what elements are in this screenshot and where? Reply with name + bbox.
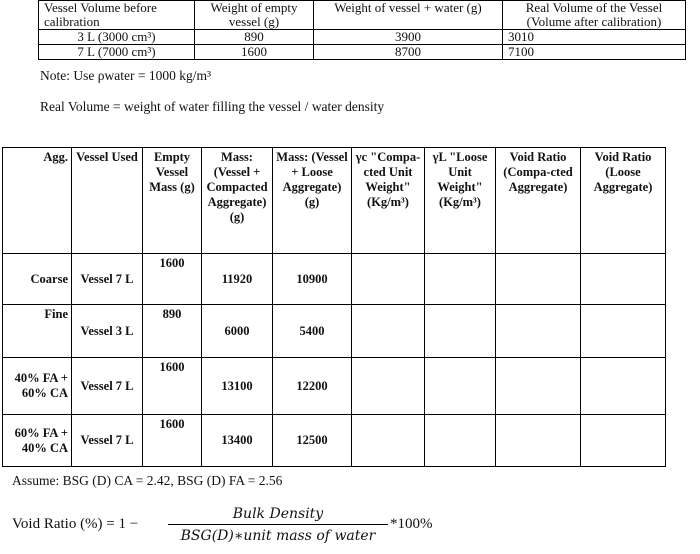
aggregate-type: 40% FA + 60% CA	[3, 358, 72, 415]
header-cell: Empty Vessel Mass (g)	[143, 148, 202, 254]
empty-vessel-mass: 1600	[143, 254, 202, 305]
empty-vessel-mass: 890	[143, 305, 202, 358]
calibration-cell: 8700	[314, 45, 503, 60]
loose-unit-weight-cell[interactable]	[425, 254, 496, 305]
empty-vessel-mass: 1600	[143, 358, 202, 415]
calibration-cell: 7 L (7000 cm³)	[39, 45, 195, 60]
vessel-used: Vessel 3 L	[72, 305, 143, 358]
table-row	[3, 358, 666, 415]
calibration-cell: 7100	[503, 45, 686, 60]
header-cell: γL "Loose Unit Weight" (Kg/m³)	[425, 148, 496, 254]
calibration-header-cell: Real Volume of the Vessel (Volume after calibration)	[503, 1, 686, 30]
table-row	[3, 305, 666, 358]
calibration-cell: 3900	[314, 30, 503, 45]
calibration-table	[38, 0, 686, 60]
empty-vessel-mass: 1600	[143, 415, 202, 467]
loose-unit-weight-cell[interactable]	[425, 415, 496, 467]
table-row	[39, 45, 686, 60]
void-ratio-compacted-cell[interactable]	[496, 305, 581, 358]
void-ratio-loose-cell[interactable]	[581, 254, 666, 305]
compacted-mass: 11920	[202, 254, 273, 305]
loose-mass: 12500	[273, 415, 352, 467]
compacted-mass: 6000	[202, 305, 273, 358]
aggregate-type: Fine	[3, 305, 72, 358]
loose-mass: 12200	[273, 358, 352, 415]
calibration-cell: 3 L (3000 cm³)	[39, 30, 195, 45]
formula-denominator: BSG(D)∗unit mass of water	[180, 528, 376, 544]
calibration-header-cell: Weight of vessel + water (g)	[314, 1, 503, 30]
header-cell: Mass: (Vessel + Compacted Aggregate) (g)	[202, 148, 273, 254]
header-cell: Agg.	[3, 148, 72, 254]
formula-numerator: Bulk Density	[232, 506, 324, 522]
compacted-unit-weight-cell[interactable]	[352, 358, 425, 415]
compacted-unit-weight-cell[interactable]	[352, 254, 425, 305]
void-ratio-compacted-cell[interactable]	[496, 254, 581, 305]
void-ratio-compacted-cell[interactable]	[496, 415, 581, 467]
calibration-header-cell: Weight of empty vessel (g)	[195, 1, 314, 30]
vessel-used: Vessel 7 L	[72, 415, 143, 467]
void-ratio-formula	[12, 506, 452, 550]
table-row	[3, 415, 666, 467]
compacted-mass: 13100	[202, 358, 273, 415]
void-ratio-loose-cell[interactable]	[581, 358, 666, 415]
compacted-unit-weight-cell[interactable]	[352, 415, 425, 467]
header-cell: Mass: (Vessel + Loose Aggregate) (g)	[273, 148, 352, 254]
aggregate-type: 60% FA + 40% CA	[3, 415, 72, 467]
void-ratio-loose-cell[interactable]	[581, 305, 666, 358]
vessel-used: Vessel 7 L	[72, 254, 143, 305]
calibration-cell: 3010	[503, 30, 686, 45]
calibration-header-row	[39, 1, 686, 30]
water-density-note: Note: Use ρwater = 1000 kg/m³	[40, 68, 211, 83]
formula-rhs: *100%	[390, 516, 433, 532]
formula-lhs: Void Ratio (%) = 1 −	[12, 516, 139, 532]
table-row	[3, 254, 666, 305]
compacted-unit-weight-cell[interactable]	[352, 305, 425, 358]
header-cell: Vessel Used	[72, 148, 143, 254]
calibration-header-cell: Vessel Volume before calibration	[39, 1, 195, 30]
bsg-assumption: Assume: BSG (D) CA = 2.42, BSG (D) FA = 2.56	[12, 473, 283, 488]
loose-unit-weight-cell[interactable]	[425, 358, 496, 415]
vessel-used: Vessel 7 L	[72, 358, 143, 415]
loose-mass: 5400	[273, 305, 352, 358]
real-volume-definition: Real Volume = weight of water filling the vessel / water density	[40, 99, 385, 114]
aggregate-type: Coarse	[3, 254, 72, 305]
calibration-cell: 890	[195, 30, 314, 45]
header-cell: γc "Compa-cted Unit Weight" (Kg/m³)	[352, 148, 425, 254]
aggregate-table	[2, 147, 666, 467]
aggregate-header-row	[3, 148, 666, 254]
loose-unit-weight-cell[interactable]	[425, 305, 496, 358]
calibration-cell: 1600	[195, 45, 314, 60]
header-cell: Void Ratio (Compa-cted Aggregate)	[496, 148, 581, 254]
table-row	[39, 30, 686, 45]
void-ratio-loose-cell[interactable]	[581, 415, 666, 467]
void-ratio-compacted-cell[interactable]	[496, 358, 581, 415]
header-cell: Void Ratio (Loose Aggregate)	[581, 148, 666, 254]
loose-mass: 10900	[273, 254, 352, 305]
formula-fraction	[168, 506, 388, 544]
compacted-mass: 13400	[202, 415, 273, 467]
